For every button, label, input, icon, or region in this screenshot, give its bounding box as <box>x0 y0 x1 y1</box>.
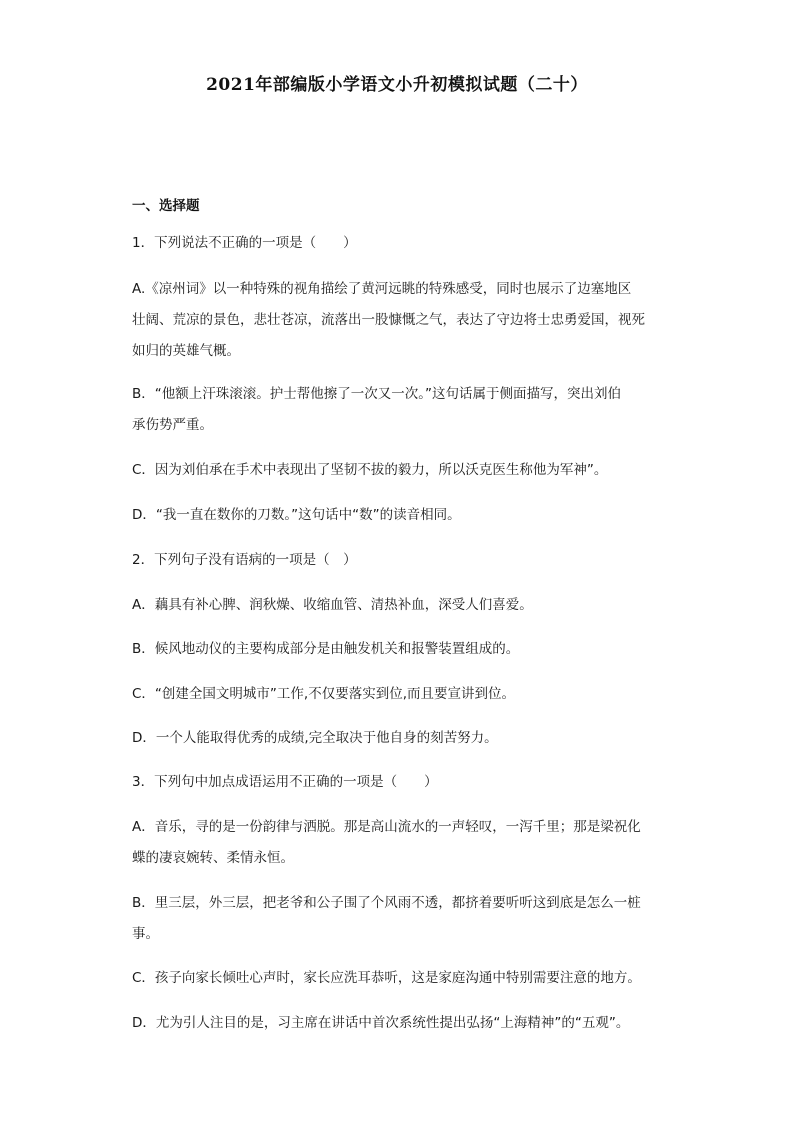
option-line: B．候风地动仪的主要构成部分是由触发机关和报警装置组成的。 <box>132 641 520 657</box>
option-line: 壮阔、荒凉的景色，悲壮苍凉，流落出一股慷慨之气，表达了守边将士忠勇爱国，视死 <box>132 312 645 328</box>
option-line: A．音乐，寻的是一份韵律与洒脱。那是高山流水的一声轻叹，一泻千里；那是梁祝化 <box>132 819 641 835</box>
option-line: 蝶的凄哀婉转、柔情永恒。 <box>132 850 294 866</box>
question-stem: 3．下列句中加点成语运用不正确的一项是（ ） <box>132 774 438 790</box>
option-line: C．“创建全国文明城市”工作,不仅要落实到位,而且要宣讲到位。 <box>132 686 515 702</box>
option-line: 承伤势严重。 <box>132 417 213 433</box>
option-line: D．一个人能取得优秀的成绩,完全取决于他自身的刻苦努力。 <box>132 730 498 746</box>
section-heading: 一、选择题 <box>132 198 200 214</box>
option-line: D．“我一直在数你的刀数。”这句话中“数”的读音相同。 <box>132 507 461 523</box>
option-line: A．藕具有补心脾、润秋燥、收缩血管、清热补血，深受人们喜爱。 <box>132 597 533 613</box>
option-line: B．里三层，外三层，把老爷和公子围了个风雨不透，都挤着要听听这到底是怎么一桩 <box>132 895 641 911</box>
option-line: A.《凉州词》以一种特殊的视角描绘了黄河远眺的特殊感受，同时也展示了边塞地区 <box>132 281 632 297</box>
option-line: C．因为刘伯承在手术中表现出了坚韧不拔的毅力，所以沃克医生称他为军神”。 <box>132 462 608 478</box>
page-title: 2021年部编版小学语文小升初模拟试题（二十） <box>206 75 588 95</box>
option-line: D．尤为引人注目的是，习主席在讲话中首次系统性提出弘扬“上海精神”的“五观”。 <box>132 1015 630 1031</box>
option-line: C．孩子向家长倾吐心声时，家长应洗耳恭听，这是家庭沟通中特别需要注意的地方。 <box>132 970 641 986</box>
question-stem: 1．下列说法不正确的一项是（ ） <box>132 235 357 251</box>
option-line: 事。 <box>132 926 159 942</box>
option-line: 如归的英雄气概。 <box>132 343 240 359</box>
question-stem: 2．下列句子没有语病的一项是（ ） <box>132 552 357 568</box>
option-line: B．“他额上汗珠滚滚。护士帮他擦了一次又一次。”这句话属于侧面描写，突出刘伯 <box>132 386 621 402</box>
